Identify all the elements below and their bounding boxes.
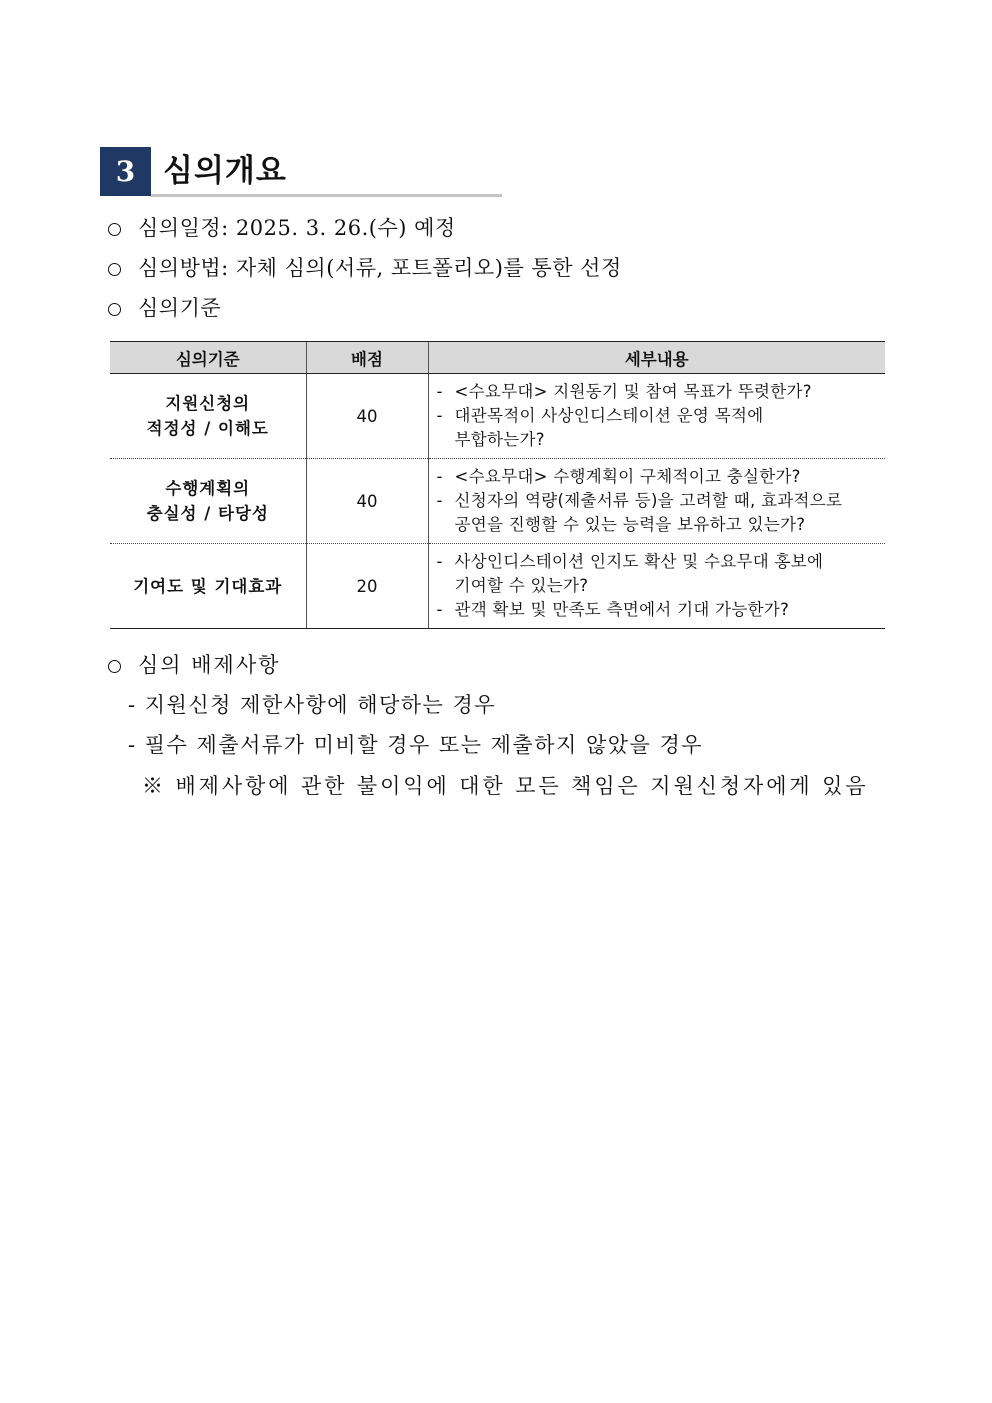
header-details: 세부내용 (428, 342, 885, 374)
detail-item: - 관객 확보 및 만족도 측면에서 기대 가능한가? (437, 598, 886, 622)
detail-line: 사상인디스테이션 인지도 확산 및 수요무대 홍보에 (454, 552, 824, 571)
criterion-line: 수행계획의 (165, 479, 251, 498)
bullet-text: 심의일정: 2025. 3. 26.(수) 예정 (138, 216, 456, 240)
section-title: 심의개요 (163, 153, 287, 189)
details-cell (428, 459, 885, 544)
table-row (110, 459, 885, 544)
section-underline (151, 194, 502, 197)
detail-item: - 대관목적이 사상인디스테이션 운영 목적에 부합하는가? (437, 404, 886, 452)
circle-bullet-icon (108, 263, 121, 276)
detail-line: 대관목적이 사상인디스테이션 운영 목적에 (454, 406, 764, 425)
bullet-text: 심의방법: 자체 심의(서류, 포트폴리오)를 통한 선정 (138, 256, 622, 280)
exclusion-item: - 지원신청 제한사항에 해당하는 경우 (128, 693, 497, 717)
criterion-line: 기여도 및 기대효과 (133, 576, 283, 596)
score-cell: 40 (306, 374, 428, 459)
bullet-text: 심의기준 (138, 296, 222, 320)
circle-bullet-icon (108, 303, 121, 316)
header-score: 배점 (306, 342, 428, 374)
criterion-line: 충실성 / 타당성 (146, 504, 269, 523)
section-header (100, 147, 502, 199)
detail-item: - 신청자의 역량(제출서류 등)을 고려할 때, 효과적으로 공연을 진행할 수 있는 능력을 보유하고 있는가? (437, 489, 886, 537)
circle-bullet-icon (108, 660, 121, 673)
score-cell: 20 (306, 544, 428, 629)
detail-line: <수요무대> 수행계획이 구체적이고 충실한가? (454, 467, 801, 486)
detail-item: - <수요무대> 수행계획이 구체적이고 충실한가? (437, 465, 886, 489)
bullet-text: 심의 배제사항 (138, 653, 281, 677)
criteria-table (110, 341, 885, 629)
detail-item: - <수요무대> 지원동기 및 참여 목표가 뚜렷한가? (437, 380, 886, 404)
exclusion-note: ※ 배제사항에 관한 불이익에 대한 모든 책임은 지원신청자에게 있음 (142, 774, 869, 798)
detail-item: - 사상인디스테이션 인지도 확산 및 수요무대 홍보에 기여할 수 있는가? (437, 550, 886, 598)
bullet-exclusion (108, 649, 280, 681)
table-row (110, 544, 885, 629)
detail-line: 공연을 진행할 수 있는 능력을 보유하고 있는가? (454, 515, 806, 534)
bullet-schedule (108, 212, 456, 244)
header-criterion: 심의기준 (110, 342, 306, 374)
table-row (110, 374, 885, 459)
detail-line: 신청자의 역량(제출서류 등)을 고려할 때, 효과적으로 (454, 491, 843, 510)
detail-line: 관객 확보 및 만족도 측면에서 기대 가능한가? (454, 600, 790, 619)
criterion-cell (110, 544, 306, 629)
score-cell: 40 (306, 459, 428, 544)
detail-line: 부합하는가? (454, 430, 545, 449)
table-header-row (110, 342, 885, 374)
criterion-line: 적정성 / 이해도 (146, 419, 269, 438)
bullet-criteria (108, 292, 221, 324)
circle-bullet-icon (108, 223, 121, 236)
detail-line: 기여할 수 있는가? (454, 576, 589, 595)
section-number-badge: 3 (100, 147, 151, 196)
details-cell (428, 544, 885, 629)
bullet-method (108, 252, 622, 284)
criterion-line: 지원신청의 (165, 394, 251, 413)
criterion-cell (110, 374, 306, 459)
detail-line: <수요무대> 지원동기 및 참여 목표가 뚜렷한가? (454, 382, 812, 401)
criterion-cell (110, 459, 306, 544)
details-cell (428, 374, 885, 459)
exclusion-item: - 필수 제출서류가 미비할 경우 또는 제출하지 않았을 경우 (128, 733, 704, 757)
